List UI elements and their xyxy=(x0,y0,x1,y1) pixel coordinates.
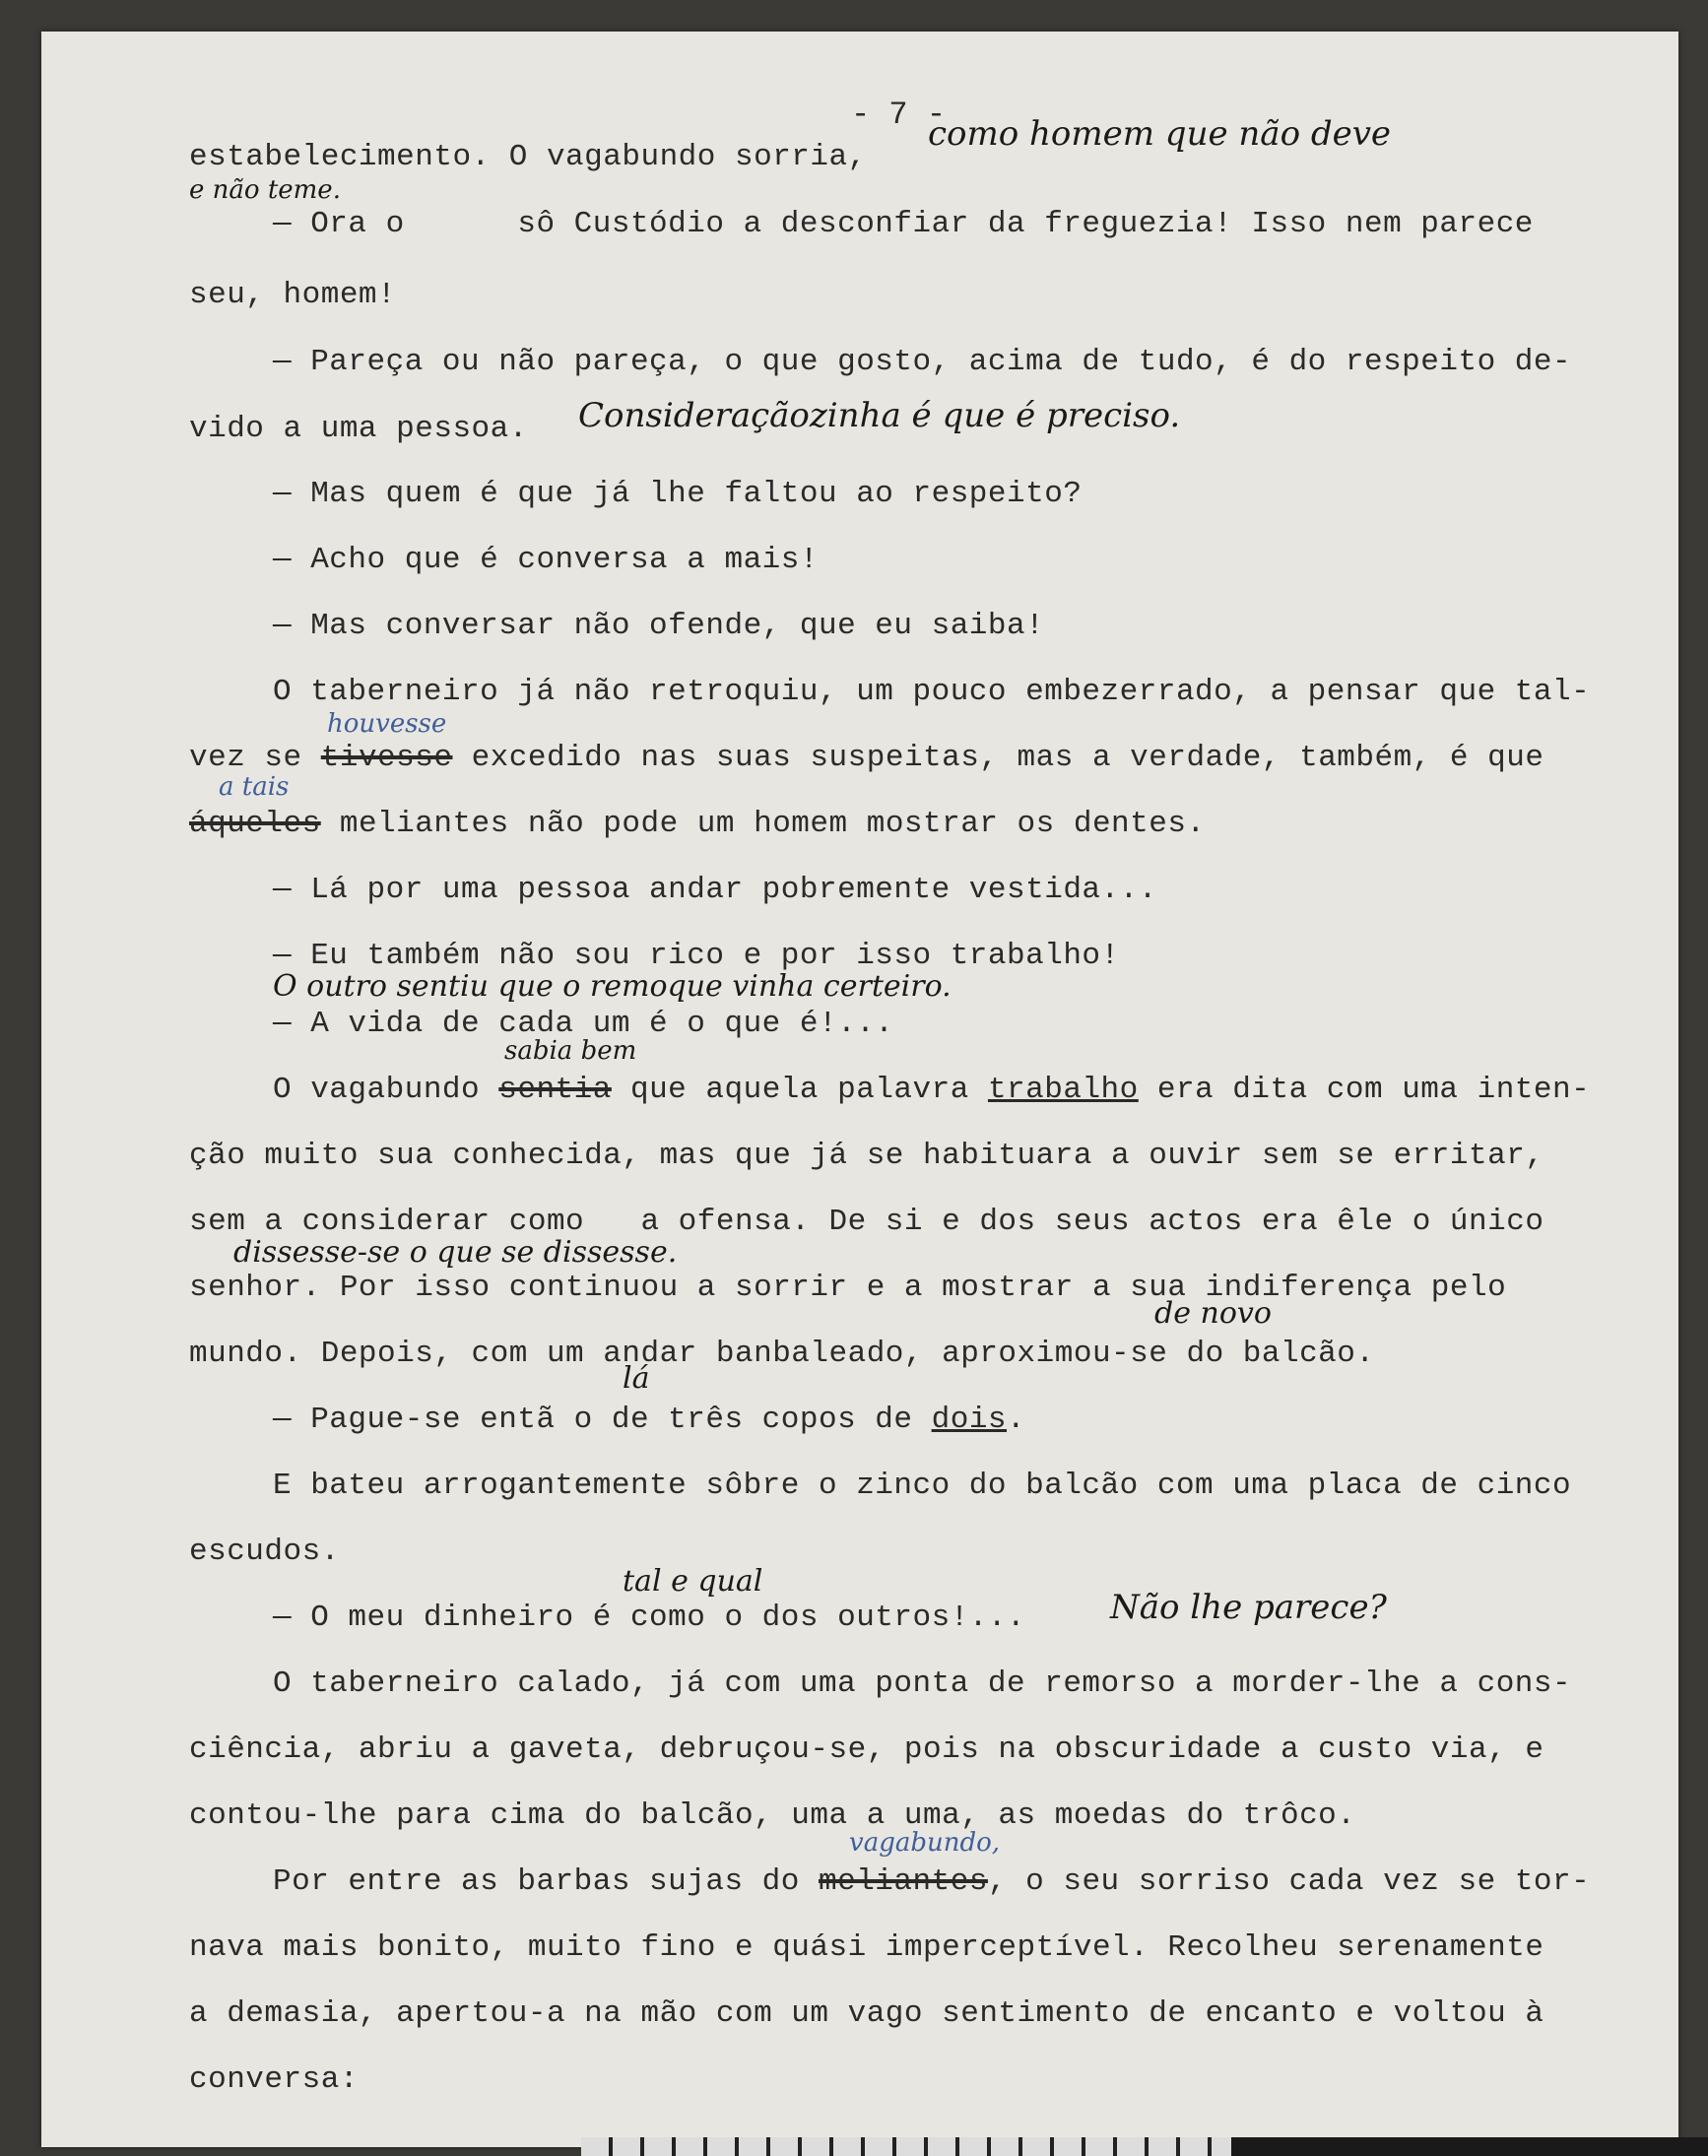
handwritten-correction-19: de novo xyxy=(1154,1296,1272,1331)
line-30: conversa: xyxy=(189,2062,359,2097)
struck-word-11: áqueles xyxy=(189,807,321,841)
line-24: O taberneiro calado, já com uma ponta de remorso a morder-lhe a cons- xyxy=(273,1666,1572,1701)
line-23: — O meu dinheiro é como o dos outros!... xyxy=(273,1601,1026,1635)
line-29: a demasia, apertou-a na mão com um vago sentimento de encanto e voltou à xyxy=(189,1996,1544,2031)
handwritten-note-13: O outro sentiu que o remoque vinha certeiro. xyxy=(273,969,952,1004)
line-20: — Pague-se entã o de três copos de dois. xyxy=(273,1403,1026,1437)
struck-word-15: sentia xyxy=(498,1073,612,1107)
line-12: — Lá por uma pessoa andar pobremente vestida... xyxy=(273,873,1157,907)
line-2: — Ora o sô Custódio a desconfiar da freguezia! Isso nem parece xyxy=(273,207,1534,241)
line-3: seu, homem! xyxy=(189,278,397,312)
line-17: sem a considerar como a ofensa. De si e dos seus actos era êle o único xyxy=(189,1205,1544,1239)
line-10: vez se tivesse excedido nas suas suspeitas, mas a verdade, também, é que xyxy=(189,741,1544,775)
line-9: O taberneiro já não retroquiu, um pouco embezerrado, a pensar que tal- xyxy=(273,675,1591,709)
scan-color-ruler xyxy=(581,2137,1708,2156)
line-5: vido a uma pessoa. xyxy=(189,412,528,446)
line-8: — Mas conversar não ofende, que eu saiba! xyxy=(273,609,1045,643)
struck-word-27: meliantes xyxy=(819,1864,988,1899)
line-28: nava mais bonito, muito fino e quási imperceptível. Recolheu serenamente xyxy=(189,1930,1544,1965)
line-1: estabelecimento. O vagabundo sorria, xyxy=(189,140,867,174)
handwritten-correction-27: vagabundo, xyxy=(849,1828,1001,1858)
handwritten-note-1: como homem que não deve xyxy=(928,114,1392,154)
page-number: - 7 - xyxy=(851,97,947,133)
handwritten-note-17: dissesse-se o que se dissesse. xyxy=(233,1235,678,1270)
handwritten-note-1b: e não teme. xyxy=(189,175,341,205)
line-16: ção muito sua conhecida, mas que já se habituara a ouvir sem se erritar, xyxy=(189,1139,1544,1173)
line-25: ciência, abriu a gaveta, debruçou-se, pois na obscuridade a custo via, e xyxy=(189,1732,1544,1767)
line-15: O vagabundo sentia que aquela palavra trabalho era dita com uma inten- xyxy=(273,1073,1591,1107)
line-4: — Pareça ou não pareça, o que gosto, acima de tudo, é do respeito de- xyxy=(273,345,1572,379)
line-19: mundo. Depois, com um andar banbaleado, aproximou-se do balcão. xyxy=(189,1337,1375,1371)
struck-word-10: tivesse xyxy=(320,741,453,775)
handwritten-correction-20: lá xyxy=(623,1361,650,1396)
line-26: contou-lhe para cima do balcão, uma a uma, as moedas do trôco. xyxy=(189,1798,1356,1833)
handwritten-note-5: Consideraçãozinha é que é preciso. xyxy=(578,396,1181,435)
handwritten-correction-15: sabia bem xyxy=(504,1036,637,1066)
line-21: E bateu arrogantemente sôbre o zinco do balcão com uma placa de cinco xyxy=(273,1469,1572,1503)
line-14: — A vida de cada um é o que é!... xyxy=(273,1007,894,1041)
handwritten-correction-10: houvesse xyxy=(327,709,447,739)
handwritten-correction-23: tal e qual xyxy=(623,1564,763,1599)
line-11: áqueles meliantes não pode um homem mostrar os dentes. xyxy=(189,807,1206,841)
line-18: senhor. Por isso continuou a sorrir e a mostrar a sua indiferença pelo xyxy=(189,1271,1507,1305)
line-22: escudos. xyxy=(189,1535,340,1569)
typescript-page xyxy=(41,32,1678,2147)
handwritten-correction-11: a tais xyxy=(219,772,290,802)
line-7: — Acho que é conversa a mais! xyxy=(273,543,819,577)
line-13: — Eu também não sou rico e por isso trabalho! xyxy=(273,939,1120,973)
handwritten-note-23: Não lhe parece? xyxy=(1110,1588,1387,1627)
line-6: — Mas quem é que já lhe faltou ao respeito? xyxy=(273,477,1083,511)
line-27: Por entre as barbas sujas do meliantes, o seu sorriso cada vez se tor- xyxy=(273,1864,1591,1899)
